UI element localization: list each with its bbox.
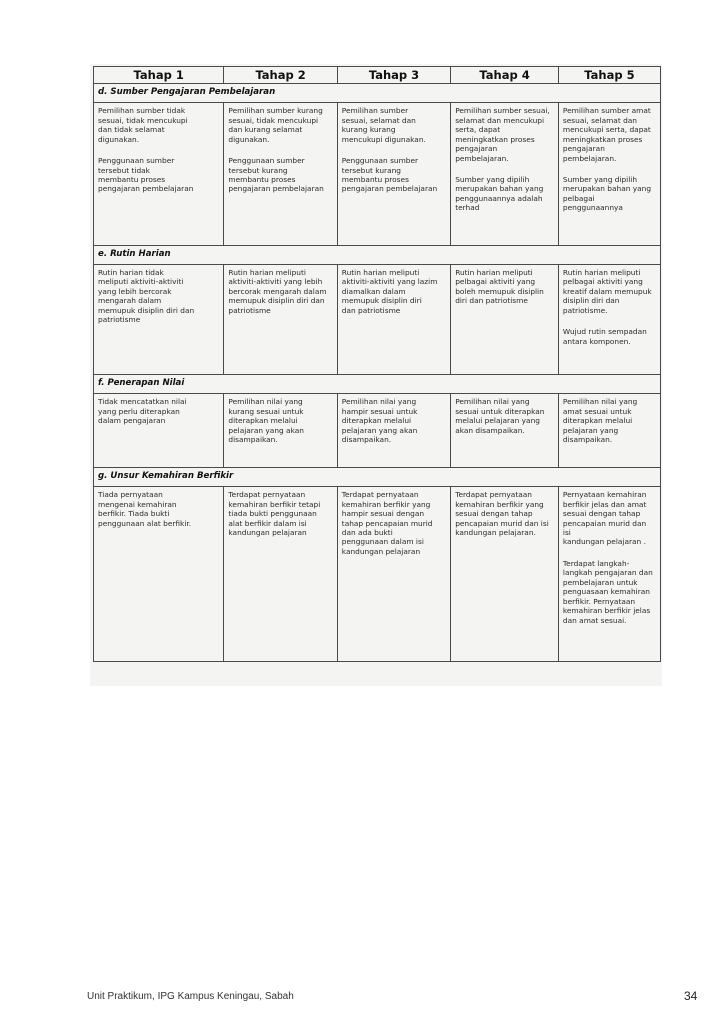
cell <box>224 487 337 662</box>
cell <box>558 394 660 468</box>
header-tahap-1: Tahap 1 <box>94 67 224 84</box>
cell-text: Pemilihan nilai yang hampir sesuai untuk diterapkan melalui pelajaran yang akan disampaikan. <box>341 397 418 445</box>
cell-text: Terdapat langkah- langkah pengajaran dan pembelajaran untuk penguasaan kemahiran berfikir. Pernyataan kemahiran berfikir jelas dan amat sesuai. <box>562 558 653 625</box>
cell <box>94 487 224 662</box>
cell <box>451 487 559 662</box>
cell-text: Wujud rutin sempadan antara komponen. <box>562 327 647 346</box>
footer-institution: Unit Praktikum, IPG Kampus Keningau, Sabah <box>87 991 294 1002</box>
cell-text: Terdapat pernyataan kemahiran berfikir yang sesuai dengan tahap pencapaian murid dan isi kandungan pelajaran. <box>455 490 549 537</box>
section-row-sumber <box>94 103 661 245</box>
cell-text: Pemilihan nilai yang amat sesuai untuk diterapkan melalui pelajaran yang disampaikan. <box>562 397 638 445</box>
cell-text: Terdapat pernyataan kemahiran berfikir yang hampir sesuai dengan tahap pencapaian murid dan ada bukti penggunaan dalam isi kandungan pelajaran <box>341 490 433 556</box>
cell-text: Pemilihan sumber sesuai, selamat dan kurang kurang mencukupi digunakan. <box>341 106 426 144</box>
section-title-row <box>94 84 661 103</box>
cell-text: Pemilihan nilai yang sesuai untuk diterapkan melalui pelajaran yang akan disampaikan. <box>455 397 545 435</box>
cell-text: Tiada pernyataan mengenai kemahiran berfikir. Tiada bukti penggunaan alat berfikir. <box>98 490 192 528</box>
cell-text: Pemilihan sumber sesuai, selamat dan mencukupi serta, dapat meningkatkan proses pengajaran pembelajaran. <box>455 106 550 163</box>
cell <box>337 487 450 662</box>
cell-text: Sumber yang dipilih merupakan bahan yang pelbagai penggunaannya <box>562 175 652 213</box>
cell <box>224 264 337 374</box>
section-row-rutin-harian <box>94 264 661 374</box>
section-title-penerapan-nilai: f. Penerapan Nilai <box>94 374 661 393</box>
cell <box>224 103 337 245</box>
page-number: 34 <box>684 989 698 1003</box>
cell-text: Penggunaan sumber tersebut kurang membantu proses pengajaran pembelajaran <box>341 156 438 194</box>
section-title-row <box>94 467 661 486</box>
cell-text: Rutin harian tidak meliputi aktiviti-aktiviti yang lebih bercorak mengarah dalam memupuk disiplin diri dan patriotisme <box>98 267 195 325</box>
cell-text: Pemilihan sumber amat sesuai, selamat dan mencukupi serta, dapat meningkatkan proses pengajaran pembelajaran. <box>562 106 651 163</box>
cell-text: Penggunaan sumber tersebut kurang membantu proses pengajaran pembelajaran <box>228 156 324 194</box>
header-tahap-2: Tahap 2 <box>224 67 337 84</box>
header-tahap-4: Tahap 4 <box>451 67 559 84</box>
section-title-kemahiran-berfikir: g. Unsur Kemahiran Berfikir <box>94 467 661 486</box>
section-title-sumber: d. Sumber Pengajaran Pembelajaran <box>94 84 661 103</box>
cell <box>558 103 660 245</box>
cell-text: Rutin harian meliputi aktiviti-aktiviti yang lebih bercorak mengarah dalam memupuk disiplin diri dan patriotisme <box>228 267 327 315</box>
cell <box>337 394 450 468</box>
header-row <box>94 67 661 84</box>
section-row-penerapan-nilai <box>94 394 661 468</box>
cell-text: Rutin harian meliputi pelbagai aktiviti yang boleh memupuk disiplin diri dan patriotisme <box>455 267 544 306</box>
cell-text: Pemilihan nilai yang kurang sesuai untuk diterapkan melalui pelajaran yang akan disampaikan. <box>228 397 304 445</box>
cell-text: Rutin harian meliputi pelbagai aktiviti yang kreatif dalam memupuk disiplin diri dan patriotisme. <box>562 267 652 315</box>
cell <box>451 264 559 374</box>
cell-text: Penggunaan sumber tersebut tidak membantu proses pengajaran pembelajaran <box>98 156 194 194</box>
cell <box>337 264 450 374</box>
cell-text: Pemilihan sumber kurang sesuai, tidak mencukupi dan kurang selamat digunakan. <box>228 106 323 144</box>
cell <box>337 103 450 245</box>
section-title-row <box>94 245 661 264</box>
cell-text: Tidak mencatatkan nilai yang perlu diterapkan dalam pengajaran <box>98 397 187 426</box>
cell-text: Rutin harian meliputi aktiviti-aktiviti yang lazim diamalkan dalam memupuk disiplin diri dan patriotisme <box>341 267 438 315</box>
cell-text: Pemilihan sumber tidak sesuai, tidak mencukupi dan tidak selamat digunakan. <box>98 106 188 144</box>
section-row-kemahiran-berfikir <box>94 487 661 662</box>
cell <box>94 103 224 245</box>
cell-text: Pernyataan kemahiran berfikir jelas dan amat sesuai dengan tahap pencapaian murid dan isi kandungan pelajaran . <box>562 490 647 547</box>
section-title-rutin-harian: e. Rutin Harian <box>94 245 661 264</box>
section-title-row <box>94 374 661 393</box>
cell <box>224 394 337 468</box>
cell-text: Sumber yang dipilih merupakan bahan yang penggunaannya adalah terhad <box>455 175 544 213</box>
cell <box>94 394 224 468</box>
cell <box>451 394 559 468</box>
cell <box>558 264 660 374</box>
cell <box>451 103 559 245</box>
cell <box>94 264 224 374</box>
cell-text: Terdapat pernyataan kemahiran berfikir tetapi tiada bukti penggunaan alat berfikir dalam isi kandungan pelajaran <box>228 490 321 537</box>
header-tahap-5: Tahap 5 <box>558 67 660 84</box>
rubric-table <box>93 66 661 662</box>
header-tahap-3: Tahap 3 <box>337 67 450 84</box>
cell <box>558 487 660 662</box>
